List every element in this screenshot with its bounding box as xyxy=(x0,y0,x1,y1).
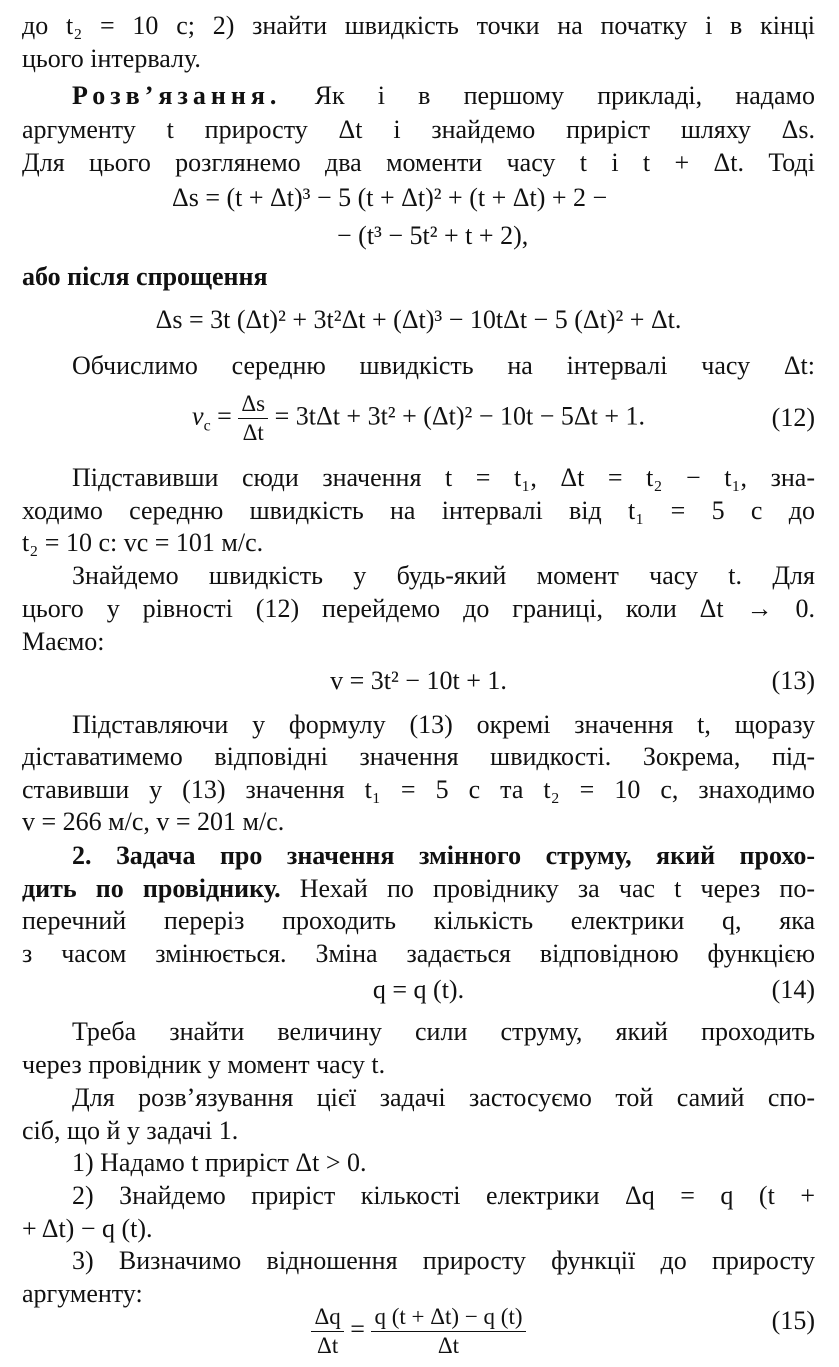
equation-13 xyxy=(22,663,815,705)
text-line: Підставивши сюди значення t = t₁, Δt = t₂ − t₁, зна- xyxy=(72,463,815,492)
equation-body xyxy=(22,390,815,447)
fraction-dq-dt xyxy=(311,1303,343,1360)
problem-2-heading: 2. Задача про значення змінного струму, який прохо- xyxy=(72,841,815,870)
text-line: ходимо середню швидкість на інтервалі від t₁ = 5 с до xyxy=(22,496,815,525)
fraction-difference-quotient xyxy=(371,1303,525,1360)
fraction-denominator: Δt xyxy=(242,420,264,445)
equation-14 xyxy=(22,972,815,1014)
fraction-numerator: q (t + Δt) − q (t) xyxy=(371,1303,525,1332)
fraction-ds-dt xyxy=(238,390,268,447)
text-span: Як і в першому прикладі, надамо xyxy=(314,81,815,110)
text-line: 3) Визначимо відношення приросту функції до приросту xyxy=(72,1246,815,1275)
equation-subscript: с xyxy=(203,417,211,435)
equation-sign: = xyxy=(343,1314,372,1344)
equation-number: (14) xyxy=(771,975,815,1004)
text-line: цього інтервалу. xyxy=(22,44,201,73)
text-line: t₂ = 10 с: vс = 101 м/с. xyxy=(22,528,264,557)
text-line: Для розв’язування цієї задачі застосуємо той самий спо- xyxy=(72,1083,815,1112)
text-line: 1) Надамо t приріст Δt > 0. xyxy=(72,1148,367,1177)
text-line: через провідник у момент часу t. xyxy=(22,1050,386,1079)
fraction-denominator: Δt xyxy=(317,1333,339,1358)
text-line: Для цього розглянемо два моменти часу t і t + Δt. Тоді xyxy=(22,148,815,177)
text-line: з часом змінюється. Зміна задається відповідною функцією xyxy=(22,939,815,968)
equation-var: v xyxy=(192,401,204,431)
text-line xyxy=(22,871,815,906)
solution-heading: Розв’язання. xyxy=(72,81,282,110)
text-line: Знайдемо швидкість у будь-який момент часу t. Для xyxy=(72,561,815,590)
equation-12 xyxy=(22,390,815,445)
equation-body xyxy=(22,1303,815,1360)
equation-15 xyxy=(22,1303,815,1363)
text-line: аргументу t приросту Δt і знайдемо приріст шляху Δs. xyxy=(22,115,815,144)
text-line: Обчислимо середню швидкість на інтервалі часу Δt: xyxy=(72,351,815,380)
equation-sign: = xyxy=(210,401,239,431)
text-line: цього у рівності (12) перейдемо до границі, коли Δt → 0. xyxy=(22,594,815,623)
equation-text: = 3tΔt + 3t² + (Δt)² − 10t − 5Δt + 1. xyxy=(268,401,645,431)
equation-number: (13) xyxy=(771,666,815,695)
text-line: 2) Знайдемо приріст кількості електрики Δq = q (t + xyxy=(72,1181,815,1210)
equation-number: (15) xyxy=(771,1306,815,1335)
text-line: сіб, що й у задачі 1. xyxy=(22,1116,239,1145)
problem-2-heading-cont: дить по провіднику. xyxy=(22,874,281,903)
text-line: діставатимемо відповідні значення швидкості. Зокрема, під- xyxy=(22,742,815,771)
equation-text: Δs = (t + Δt)³ − 5 (t + Δt)² + (t + Δt) + 2 − xyxy=(172,183,608,212)
equation-text: Δs = 3t (Δt)² + 3t²Δt + (Δt)³ − 10tΔt − 5 (Δt)² + Δt. xyxy=(155,305,682,334)
equation-delta-s-simplified xyxy=(22,302,815,344)
equation-delta-s-line1 xyxy=(22,180,815,222)
text-span: Нехай по провіднику за час t через по- xyxy=(280,874,815,903)
text-line: Підставляючи у формулу (13) окремі значення t, щоразу xyxy=(72,710,815,739)
text-line: v = 266 м/с, v = 201 м/с. xyxy=(22,807,285,836)
equation-text: q = q (t). xyxy=(372,975,465,1004)
text-line: аргументу: xyxy=(22,1279,143,1308)
fraction-numerator: Δq xyxy=(311,1303,343,1332)
text-line: ставивши у (13) значення t₁ = 5 с та t₂ = 10 с, знаходимо xyxy=(22,775,815,804)
text-line: до t₂ = 10 с; 2) знайти швидкість точки на початку і в кінці xyxy=(22,11,815,40)
fraction-numerator: Δs xyxy=(238,390,268,419)
solution-heading-line xyxy=(72,78,815,113)
text-line: Треба знайти величину сили струму, який проходить xyxy=(72,1017,815,1046)
text-line: або після спрощення xyxy=(22,262,268,291)
text-line: Маємо: xyxy=(22,627,105,656)
equation-number: (12) xyxy=(771,403,815,432)
equation-text: v = 3t² − 10t + 1. xyxy=(330,666,507,695)
text-line: + Δt) − q (t). xyxy=(22,1214,153,1243)
equation-text: − (t³ − 5t² + t + 2), xyxy=(337,221,529,250)
fraction-denominator: Δt xyxy=(437,1333,460,1358)
equation-delta-s-line2 xyxy=(22,218,815,260)
text-line: перечний переріз проходить кількість електрики q, яка xyxy=(22,906,815,935)
